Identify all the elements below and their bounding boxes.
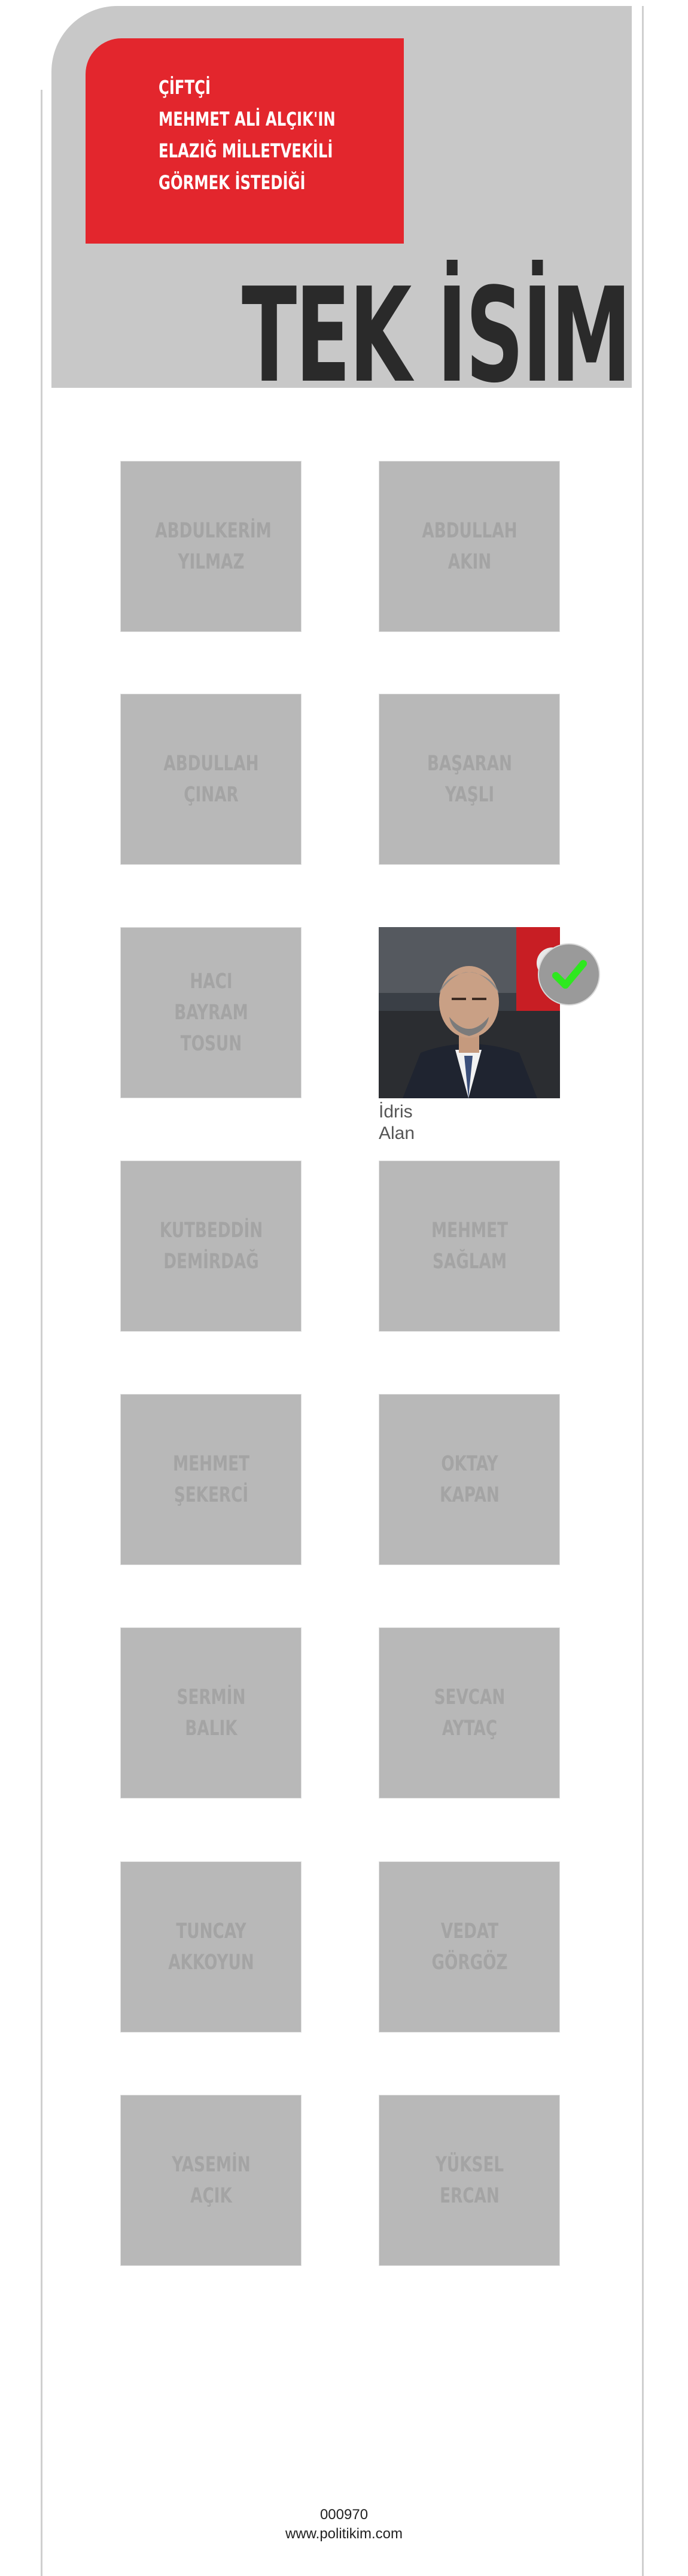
header-subtitle-line: ÇİFTÇİ: [159, 76, 211, 99]
candidate-last-name: AÇIK: [190, 2184, 232, 2208]
candidate-first-name: YASEMİN: [171, 2153, 251, 2177]
candidate-card[interactable]: [379, 1861, 560, 2033]
candidate-first-name: BAŞARAN: [427, 752, 512, 776]
candidate-name: [413, 1916, 526, 1978]
candidate-card[interactable]: [379, 461, 560, 632]
candidate-name: [413, 1215, 526, 1277]
candidate-name: [155, 1215, 267, 1277]
candidate-last-name: Alan: [379, 1123, 415, 1143]
candidate-first-name: İdris: [379, 1102, 413, 1122]
header-subtitle-line: GÖRMEK İSTEDİĞİ: [159, 171, 306, 194]
candidate-card[interactable]: [120, 1161, 302, 1332]
candidate-last-name: TOSUN: [180, 1032, 242, 1056]
checkmark-icon: [550, 955, 588, 994]
candidate-first-name: OKTAY: [440, 1452, 498, 1476]
candidate-last-name: KAPAN: [439, 1483, 500, 1507]
candidate-card[interactable]: [120, 1627, 302, 1799]
candidate-portrait: [379, 927, 560, 1098]
candidate-name: [413, 515, 526, 578]
candidate-last-name: ÇINAR: [183, 783, 239, 807]
candidate-first-name: SERMİN: [176, 1685, 245, 1709]
candidate-first-name: ABDULLAH: [163, 752, 259, 776]
candidate-first-name: TUNCAY: [175, 1919, 246, 1943]
candidate-card[interactable]: [120, 927, 302, 1098]
selected-candidate-photo[interactable]: [379, 927, 560, 1098]
candidate-last-name: BALIK: [184, 1717, 238, 1740]
footer: [0, 2505, 688, 2544]
candidate-last-name: GÖRGÖZ: [431, 1951, 507, 1974]
candidate-middle-name: BAYRAM: [173, 1001, 248, 1025]
candidate-card[interactable]: [120, 461, 302, 632]
footer-site: www.politikim.com: [285, 2526, 403, 2542]
candidate-card[interactable]: [379, 694, 560, 865]
candidate-name: [155, 966, 267, 1059]
candidate-card[interactable]: [120, 1394, 302, 1565]
candidate-last-name: AYTAÇ: [442, 1717, 497, 1740]
candidate-first-name: HACI: [189, 970, 233, 994]
candidate-card[interactable]: [120, 694, 302, 865]
candidate-last-name: AKIN: [447, 550, 491, 574]
candidate-card[interactable]: [379, 1394, 560, 1565]
selected-badge: [538, 943, 600, 1006]
candidate-name: [413, 748, 526, 810]
candidate-first-name: ABDULKERİM: [154, 519, 272, 543]
candidate-last-name: ERCAN: [439, 2184, 500, 2208]
candidate-last-name: YILMAZ: [178, 550, 244, 574]
candidate-first-name: KUTBEDDİN: [159, 1219, 263, 1243]
footer-code: 000970: [319, 2507, 369, 2523]
candidate-last-name: SAĞLAM: [432, 1250, 507, 1274]
candidate-last-name: DEMİRDAĞ: [163, 1250, 259, 1274]
candidate-card[interactable]: [120, 2095, 302, 2266]
candidate-name: [413, 1448, 526, 1511]
selected-candidate-name: [379, 1101, 498, 1144]
candidate-first-name: MEHMET: [172, 1452, 249, 1476]
candidate-card[interactable]: [379, 2095, 560, 2266]
candidate-name: [413, 1682, 526, 1744]
candidate-first-name: ABDULLAH: [421, 519, 517, 543]
candidate-last-name: ŞEKERCİ: [173, 1483, 248, 1507]
candidate-card[interactable]: [120, 1861, 302, 2033]
page-title: TEK İSİM: [242, 260, 630, 412]
candidate-last-name: AKKOYUN: [168, 1951, 254, 1974]
candidate-name: [155, 2149, 267, 2212]
candidate-card[interactable]: [379, 1161, 560, 1332]
candidate-name: [155, 1916, 267, 1978]
candidate-card[interactable]: [379, 1627, 560, 1799]
candidate-first-name: VEDAT: [440, 1919, 498, 1943]
candidate-first-name: YÜKSEL: [435, 2153, 504, 2177]
candidate-first-name: MEHMET: [431, 1219, 508, 1243]
candidate-name: [413, 2149, 526, 2212]
candidate-name: [155, 748, 267, 810]
header-subtitle-line: ELAZIĞ MİLLETVEKİLİ: [159, 139, 333, 162]
header-subtitle-line: MEHMET ALİ ALÇIK'IN: [159, 108, 336, 130]
candidate-name: [155, 1448, 267, 1511]
candidate-first-name: SEVCAN: [434, 1685, 505, 1709]
candidate-name: [154, 515, 272, 578]
candidate-last-name: YAŞLI: [445, 783, 494, 807]
candidate-name: [155, 1682, 267, 1744]
